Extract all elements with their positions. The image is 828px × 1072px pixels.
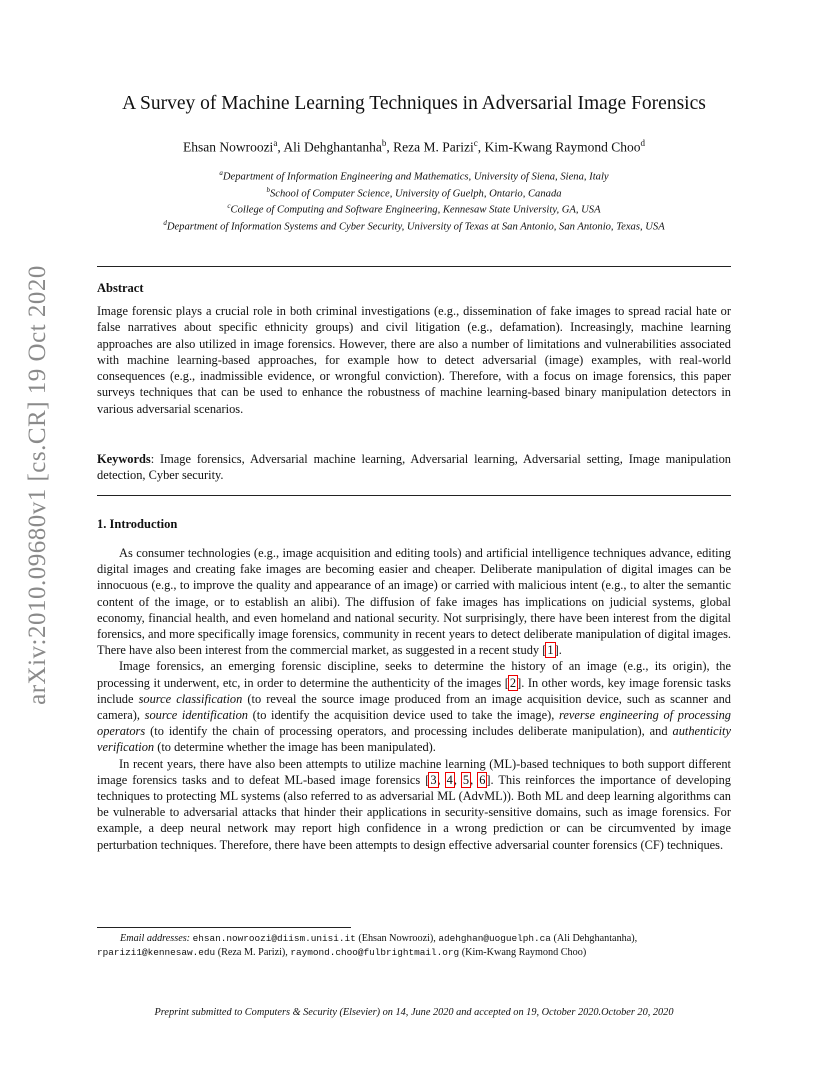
affiliation-mark: b xyxy=(266,185,270,194)
email-address: adehghan@uoguelph.ca xyxy=(438,933,551,944)
author-name: Reza M. Parizi xyxy=(393,139,474,155)
abstract-text: Image forensic plays a crucial role in both criminal investigations (e.g., dissemination of fake images to spread racial hate or false narratives about specific ethnicity groups) and civil litigation (e.g., defamation). Increasingly, machine learning approaches are also utilized in image forensics. However, there are also a number of limitations and vulnerabilities associated with machine learning-based approaches, for example how to detect adversarial (image) examples, with real-world consequences (e.g., inadmissible evidence, or wrongful conviction). Therefore, with a focus on image forensics, this paper surveys techniques that can be used to enhance the robustness of machine learning-based binary manipulation detectors in various adversarial scenarios. xyxy=(97,304,731,416)
author-separator: , xyxy=(477,139,485,155)
paragraph-text: (to identify the acquisition device used to take the image), xyxy=(247,708,559,723)
email-owner: (Ehsan Nowroozi), xyxy=(355,933,439,944)
paragraph-text: Image forensics, an emerging forensic discipline, seeks to determine the history of an image (e.g., its origin), the processing it underwent, etc, in order to determine the authenticity of the images xyxy=(97,659,731,690)
affiliation-line xyxy=(96,200,732,217)
arxiv-sidebar-stamp xyxy=(18,265,58,705)
footnote-line xyxy=(97,932,731,946)
author-affil-mark: d xyxy=(640,138,646,148)
paragraph-text: As consumer technologies (e.g., image acquisition and editing tools) and artificial intelligence techniques advance, editing digital images and creating fake images are becoming easier and cheaper. Deliberate manipulation of digital images can be innocuous (e.g., to improve the quality and appearance of an image) or carried with malicious intent (e.g., to alter the semantic content of the image, or to establish an alibi). The diffusion of fake images has implications on judicial systems, global economy, financial health, and even homeland and national security. Not surprisingly, there have been interest from the digital forensics, and more specifically image forensics, community in recent years to detect deliberate manipulation of digital images. There have also been interest from the commercial market, as suggested in a recent study xyxy=(97,546,731,658)
keywords-label: Keywords xyxy=(97,452,151,466)
affiliation-line xyxy=(96,184,732,201)
keywords-block xyxy=(97,451,731,484)
footnote-rule xyxy=(97,927,351,928)
email-address: rparizi1@kennesaw.edu xyxy=(97,946,216,958)
emphasis-text: source classification xyxy=(138,691,243,706)
paragraph: As consumer technologies (e.g., image acquisition and editing tools) and artificial intelligence techniques advance, editing digital images and creating fake images are becoming easier and cheaper. Deliberate manipulation of digital images can be innocuous (e.g., to improve the quality and appearance of an image) or carried with malicious intent (e.g., to alter the semantic content of the image, or to establish an alibi). The diffusion of fake images has implications on judicial systems, global economy, financial health, and even homeland and national security. Not surprisingly, there have been interest from the digital forensics, and more specifically image forensics, community in recent years to detect deliberate manipulation of digital images. There have also been interest from the commercial market, as suggested in a recent study [1]. xyxy=(97,546,731,658)
citation-link[interactable]: 6 xyxy=(479,772,486,787)
affiliation-text: Department of Information Engineering and Mathematics, University of Siena, Siena, Italy xyxy=(222,171,609,183)
arxiv-identifier: arXiv:2010.09680v1 [cs.CR] 19 Oct 2020 xyxy=(24,265,51,705)
footnote-label: Email addresses: xyxy=(120,933,191,944)
affiliation-line xyxy=(96,167,732,184)
citation-link[interactable]: 3 xyxy=(430,772,437,787)
emphasis-text: reverse engineering of processing operators xyxy=(97,708,731,739)
paragraph: In recent years, there have also been attempts to utilize machine learning (ML)-based techniques to both support different image forensics tasks and to defeat ML-based image forensics [3, 4, 5, 6]. This reinforces the importance of developing techniques to protecting ML systems (also referred to as adversarial ML (AdvML)). Both ML and deep learning algorithms can be vulnerable to adversarial attacks that hinder their applications in security-sensitive domains, such as image forensics. For example, a deep neural network may report high confidence in a wrong prediction or can be circumvented by image perturbation techniques. Therefore, there have been attempts to design effective adversarial counter forensics (CF) techniques. xyxy=(97,756,732,852)
citation-link[interactable]: 2 xyxy=(509,675,517,690)
author-name: Ehsan Nowroozi xyxy=(182,139,274,155)
emphasis-text: source identification xyxy=(144,708,248,723)
affiliation-mark: c xyxy=(227,202,231,211)
paragraph-text: (to identify the chain of processing operators, and processing includes deliberate manipulation), and xyxy=(145,724,673,739)
citation-link[interactable]: 1 xyxy=(547,643,554,658)
affiliation-list xyxy=(96,167,732,233)
emphasis-text: authenticity verification xyxy=(97,724,731,755)
citation-link[interactable]: 4 xyxy=(446,772,453,787)
keywords-text: : Image forensics, Adversarial machine learning, Adversarial learning, Adversarial setting, Image manipulation detection, Cyber security. xyxy=(97,452,731,483)
author-separator: , xyxy=(386,139,394,155)
email-address: raymond.choo@fulbrightmail.org xyxy=(290,946,460,958)
author-list xyxy=(96,138,732,156)
affiliation-line xyxy=(96,217,732,234)
email-address: ehsan.nowroozi@diism.unisi.it xyxy=(192,933,356,944)
affiliation-mark: a xyxy=(219,169,223,177)
abstract-heading: Abstract xyxy=(97,281,144,295)
affiliation-mark: d xyxy=(163,218,167,227)
footnote-line xyxy=(97,946,731,960)
paragraph-text: . xyxy=(558,643,562,658)
introduction-body xyxy=(97,545,731,853)
paragraph-text: (to reveal the source image produced from an image acquisition device, such as scanner and camera), xyxy=(97,691,731,723)
author-name: Kim-Kwang Raymond Choo xyxy=(484,139,641,155)
email-owner: (Ali Dehghantanha), xyxy=(550,933,638,944)
footnote-emails xyxy=(97,932,731,959)
citation-link[interactable]: 5 xyxy=(462,772,470,787)
paragraph: Image forensics, an emerging forensic discipline, seeks to determine the history of an image (e.g., its origin), the processing it underwent, etc, in order to determine the authenticity of the images [2]. In other words, key image forensic tasks include source classification (to reveal the source image produced from an image acquisition device, such as scanner and camera), source identification (to identify the acquisition device used to take the image), reverse engineering of processing operators (to identify the chain of processing operators, and processing includes deliberate manipulation), and authenticity verification (to determine whether the image has been manipulated). xyxy=(97,659,731,755)
affiliation-text: College of Computing and Software Engineering, Kennesaw State University, GA, USA xyxy=(230,204,601,216)
author-separator: , xyxy=(277,139,284,155)
abstract-top-rule xyxy=(97,266,731,267)
author-affil-mark: c xyxy=(473,138,478,148)
author-name: Ali Dehghantanha xyxy=(283,139,382,155)
email-owner: (Reza M. Parizi), xyxy=(215,946,291,958)
paragraph-text: In recent years, there have also been attempts to utilize machine learning (ML)-based techniques to both support different image forensics tasks and to defeat ML-based image forensics [ xyxy=(97,756,731,787)
email-owner: (Kim-Kwang Raymond Choo) xyxy=(459,946,587,958)
affiliation-text: School of Computer Science, University of Guelph, Ontario, Canada xyxy=(269,188,562,200)
paragraph-text: (to determine whether the image has been manipulated). xyxy=(154,740,436,755)
abstract-bottom-rule xyxy=(97,495,731,496)
author-affil-mark: a xyxy=(273,138,278,148)
paragraph-text: ]. This reinforces the importance of developing techniques to protecting ML systems (also referred to as adversarial ML (AdvML)). Both ML and deep learning algorithms can be vulnerable to adversarial attacks that hinder their applications in security-sensitive domains, such as image forensics. For example, a deep neural network may report high confidence in a wrong prediction or can be circumvented by image perturbation techniques. Therefore, there have been attempts to design effective adversarial counter forensics (CF) techniques. xyxy=(97,772,732,852)
paper-title: A Survey of Machine Learning Techniques in Adversarial Image Forensics xyxy=(122,93,706,114)
author-affil-mark: b xyxy=(381,138,387,148)
paragraph-text: . In other words, key image forensic tasks include xyxy=(97,675,731,706)
section-heading: 1. Introduction xyxy=(97,517,178,531)
preprint-footer: Preprint submitted to Computers & Security (Elsevier) on 14, June 2020 and accepted on 19, October 2020.October 20, 2020 xyxy=(154,1007,674,1018)
affiliation-text: Department of Information Systems and Cyber Security, University of Texas at San Antonio, San Antonio, Texas, USA xyxy=(166,221,665,233)
